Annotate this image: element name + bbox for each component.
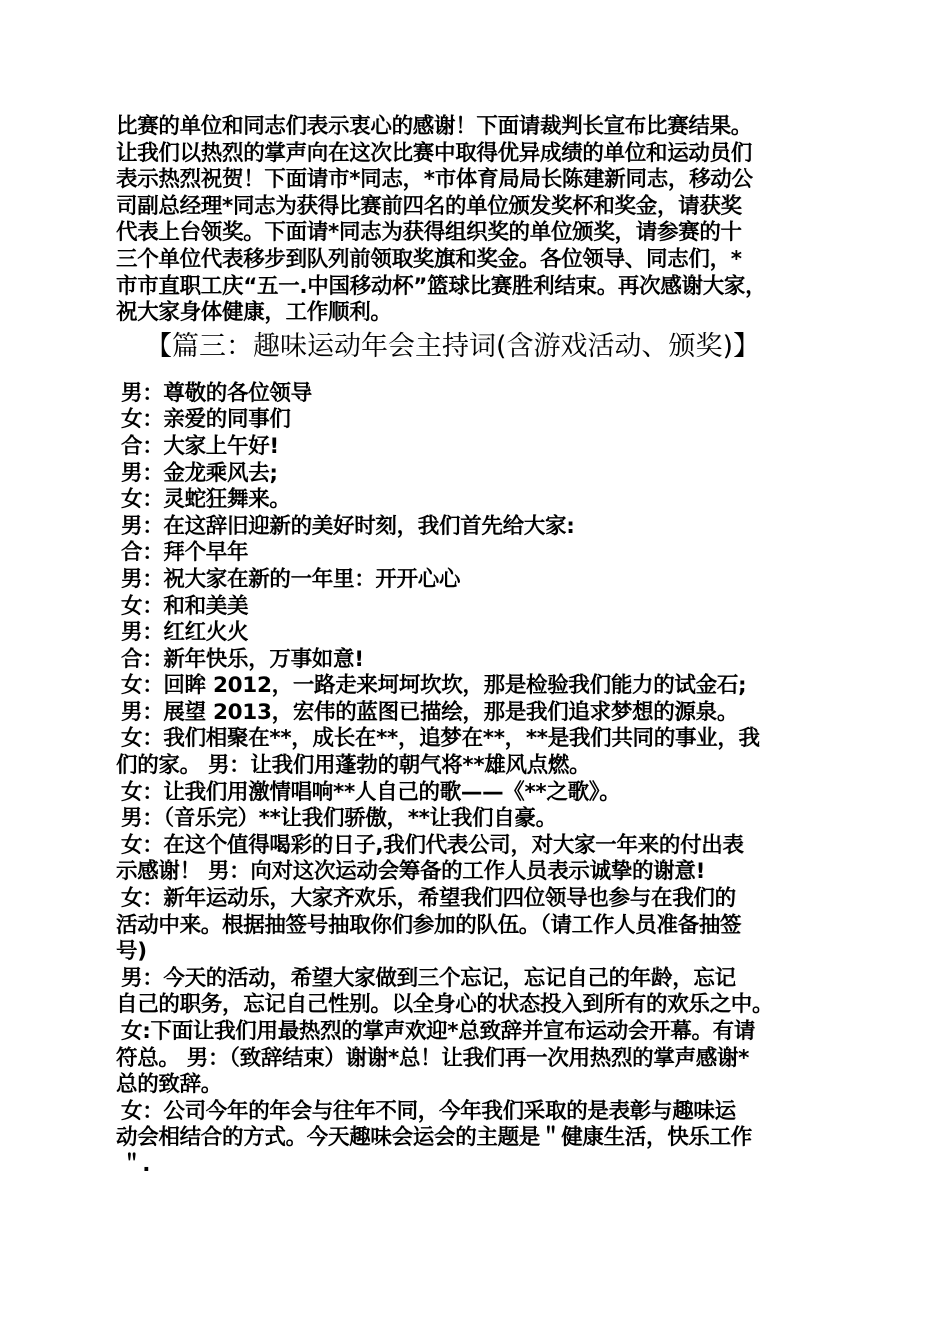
- dialogue-line: 号): [116, 939, 147, 965]
- text-line: 让我们以热烈的掌声向在这次比赛中取得优异成绩的单位和运动员们: [116, 140, 753, 166]
- dialogue-line: 女：公司今年的年会与往年不同，今年我们采取的是表彰与趣味运: [121, 1098, 736, 1124]
- dialogue-line: 女：在这个值得喝彩的日子,我们代表公司，对大家一年来的付出表: [121, 832, 744, 858]
- dialogue-line: 合：大家上午好!: [121, 433, 279, 459]
- dialogue-line: 合：拜个早年: [121, 540, 249, 566]
- dialogue-line: 男：（音乐完）**让我们骄傲，**让我们自豪。: [121, 806, 557, 832]
- document-body: [116, 114, 846, 1179]
- dialogue-line: 活动中来。根据抽签号抽取你们参加的队伍。（请工作人员准备抽签: [116, 912, 742, 938]
- dialogue-line: 女：和和美美: [121, 593, 249, 619]
- intro-paragraph: [116, 114, 846, 327]
- dialogue-line: 符总。 男：（致辞结束）谢谢*总！让我们再一次用热烈的掌声感谢*: [116, 1045, 750, 1071]
- dialogue-line: 合：新年快乐，万事如意!: [121, 646, 364, 672]
- dialogue-section: [116, 381, 846, 1179]
- dialogue-line: 动会相结合的方式。今天趣味会运会的主题是＂健康生活，快乐工作: [116, 1125, 753, 1151]
- dialogue-line: 女：我们相聚在**，成长在**，追梦在**，**是我们共同的事业，我: [121, 726, 760, 752]
- dialogue-line: 女:下面让我们用最热烈的掌声欢迎*总致辞并宣布运动会开幕。有请: [121, 1019, 756, 1044]
- dialogue-line: 男：在这辞旧迎新的美好时刻，我们首先给大家:: [121, 513, 575, 539]
- text-line: 表示热烈祝贺！下面请市*同志，*市体育局局长陈建新同志，移动公: [116, 167, 753, 193]
- dialogue-line: 男：祝大家在新的一年里：开开心心: [121, 566, 461, 592]
- dialogue-line: 男：尊敬的各位领导: [121, 380, 312, 406]
- section-heading: 【篇三：趣味运动年会主持词(含游戏活动、颁奖)】: [145, 330, 761, 362]
- dialogue-line: 们的家。 男：让我们用蓬勃的朝气将**雄风点燃。: [116, 753, 591, 779]
- dialogue-line: 男：红红火火: [121, 620, 249, 646]
- dialogue-line: 女：灵蛇狂舞来。: [121, 487, 291, 513]
- dialogue-line: 男：展望 2013，宏伟的蓝图已描绘，那是我们追求梦想的源泉。: [121, 699, 739, 725]
- text-line: 司副总经理*同志为获得比赛前四名的单位颁发奖杯和奖金，请获奖: [116, 193, 742, 219]
- dialogue-line: 女：亲爱的同事们: [121, 407, 291, 433]
- dialogue-line: 女：让我们用激情唱响**人自己的歌——《**之歌》。: [121, 779, 621, 805]
- dialogue-line: 总的致辞。: [116, 1072, 223, 1098]
- dialogue-line: 男：金龙乘风去;: [121, 460, 278, 486]
- text-line: 代表上台领奖。下面请*同志为获得组织奖的单位颁奖，请参赛的十: [116, 220, 742, 246]
- text-line: 比赛的单位和同志们表示衷心的感谢！下面请裁判长宣布比赛结果。: [116, 114, 753, 139]
- dialogue-line: 男：今天的活动，希望大家做到三个忘记，忘记自己的年龄，忘记: [121, 965, 736, 991]
- text-line: 三个单位代表移步到队列前领取奖旗和奖金。各位领导、同志们，*: [116, 246, 742, 272]
- dialogue-line: 自己的职务，忘记自己性别。以全身心的状态投入到所有的欢乐之中。: [116, 992, 774, 1018]
- text-line: 祝大家身体健康，工作顺利。: [116, 300, 392, 326]
- dialogue-line: 女：回眸 2012，一路走来坷坷坎坎，那是检验我们能力的试金石;: [121, 673, 747, 699]
- dialogue-line: 女：新年运动乐，大家齐欢乐，希望我们四位领导也参与在我们的: [121, 886, 736, 912]
- dialogue-line: 示感谢！ 男：向对这次运动会筹备的工作人员表示诚挚的谢意!: [116, 859, 706, 885]
- text-line: 市市直职工庆“五一.中国移动杯”篮球比赛胜利结束。再次感谢大家，: [116, 273, 767, 299]
- dialogue-line: ＂.: [121, 1151, 151, 1177]
